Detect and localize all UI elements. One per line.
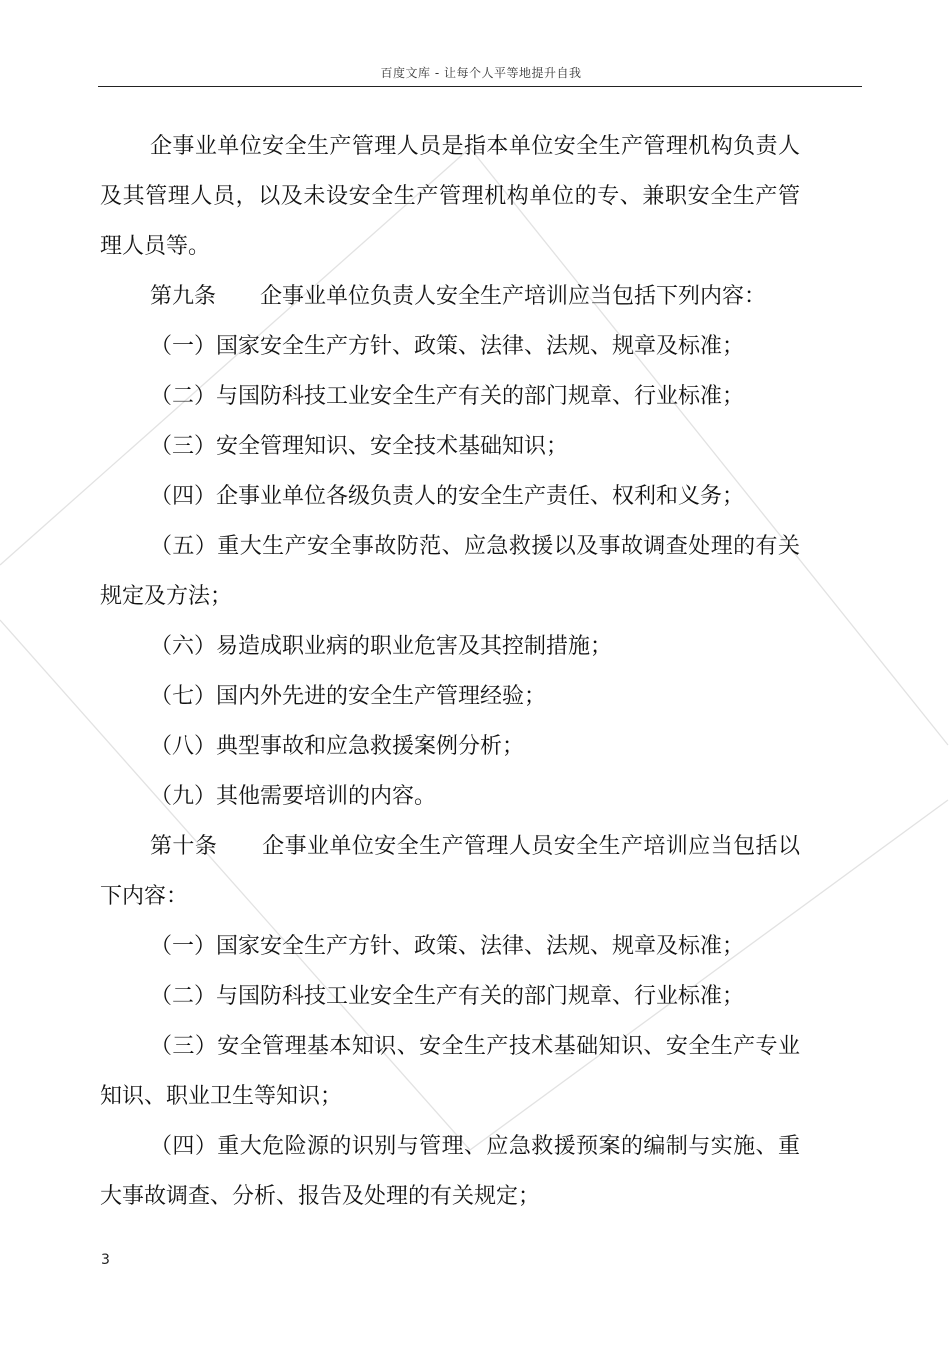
list-item: （四）重大危险源的识别与管理、应急救援预案的编制与实施、重大事故调查、分析、报告及处理的有关规定； [100, 1134, 800, 1209]
document-header: 百度文库 - 让每个人平等地提升自我 [380, 66, 582, 80]
list-item: （三）安全管理基本知识、安全生产技术基础知识、安全生产专业知识、职业卫生等知识； [100, 1034, 800, 1109]
list-item: （一）国家安全生产方针、政策、法律、法规、规章及标准； [150, 334, 745, 359]
page-number: 3 [101, 1252, 110, 1268]
document-body [100, 122, 800, 1222]
list-item: （九）其他需要培训的内容。 [150, 784, 437, 809]
article-ten-heading: 第十条 企事业单位安全生产管理人员安全生产培训应当包括以下内容： [100, 834, 800, 909]
list-item: （一）国家安全生产方针、政策、法律、法规、规章及标准； [150, 934, 745, 959]
list-item: （六）易造成职业病的职业危害及其控制措施； [150, 634, 613, 659]
paragraph-definition: 企事业单位安全生产管理人员是指本单位安全生产管理机构负责人及其管理人员，以及未设安全生产管理机构单位的专、兼职安全生产管理人员等。 [100, 134, 800, 259]
list-item: （五）重大生产安全事故防范、应急救援以及事故调查处理的有关规定及方法； [100, 534, 800, 609]
list-item: （二）与国防科技工业安全生产有关的部门规章、行业标准； [150, 384, 745, 409]
list-item: （四）企事业单位各级负责人的安全生产责任、权利和义务； [150, 484, 745, 509]
list-item: （七）国内外先进的安全生产管理经验； [150, 684, 547, 709]
article-nine-heading: 第九条 企事业单位负责人安全生产培训应当包括下列内容： [150, 284, 767, 309]
list-item: （三）安全管理知识、安全技术基础知识； [150, 434, 569, 459]
header-divider [98, 86, 862, 87]
list-item: （二）与国防科技工业安全生产有关的部门规章、行业标准； [150, 984, 745, 1009]
list-item: （八）典型事故和应急救援案例分析； [150, 734, 525, 759]
